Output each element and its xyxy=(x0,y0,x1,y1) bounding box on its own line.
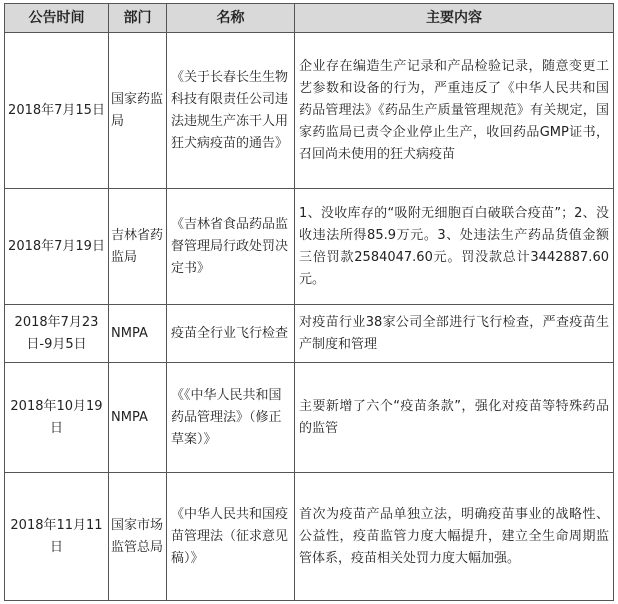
row-content: 1、没收库存的“吸附无细胞百白破联合疫苗”；2、没收违法所得85.9万元。3、处违法生产药品货值金额三倍罚款2584047.60元。罚没款总计3442887.60元。 xyxy=(295,189,614,305)
row-dept: 国家药监局 xyxy=(109,33,167,189)
row-name: 疫苗全行业飞行检查 xyxy=(167,305,295,363)
table-row xyxy=(5,363,614,473)
row-name: 《关于长春长生生物科技有限责任公司违法违规生产冻干人用狂犬病疫苗的通告》 xyxy=(167,33,295,189)
row-name: 《《中华人民共和国药品管理法》（修正草案）》 xyxy=(167,363,295,473)
header-content: 主要内容 xyxy=(295,4,614,33)
table-row xyxy=(5,305,614,363)
header-dept: 部门 xyxy=(109,4,167,33)
row-date: 2018年11月11日 xyxy=(5,473,109,601)
row-content: 首次为疫苗产品单独立法，明确疫苗事业的战略性、公益性，疫苗监管力度大幅提升，建立全生命周期监管体系，疫苗相关处罚力度大幅加强。 xyxy=(295,473,614,601)
row-dept: 国家市场监管总局 xyxy=(109,473,167,601)
table-row xyxy=(5,473,614,601)
row-content: 对疫苗行业38家公司全部进行飞行检查，严查疫苗生产制度和管理 xyxy=(295,305,614,363)
row-content: 企业存在编造生产记录和产品检验记录，随意变更工艺参数和设备的行为，严重违反了《中华人民共和国药品管理法》《药品生产质量管理规范》有关规定，国家药监局已责令企业停止生产，收回药品GMP证书，召回尚未使用的狂犬病疫苗 xyxy=(295,33,614,189)
row-date: 2018年7月23日-9月5日 xyxy=(5,305,109,363)
row-dept: 吉林省药监局 xyxy=(109,189,167,305)
row-name: 《吉林省食品药品监督管理局行政处罚决定书》 xyxy=(167,189,295,305)
table-row xyxy=(5,189,614,305)
row-name: 《中华人民共和国疫苗管理法（征求意见稿）》 xyxy=(167,473,295,601)
vaccine-regulation-table xyxy=(4,3,614,601)
row-dept: NMPA xyxy=(109,305,167,363)
row-date: 2018年10月19日 xyxy=(5,363,109,473)
row-date: 2018年7月19日 xyxy=(5,189,109,305)
row-dept: NMPA xyxy=(109,363,167,473)
row-content: 主要新增了六个“疫苗条款”，强化对疫苗等特殊药品的监管 xyxy=(295,363,614,473)
header-date: 公告时间 xyxy=(5,4,109,33)
header-row xyxy=(5,4,614,33)
header-name: 名称 xyxy=(167,4,295,33)
row-date: 2018年7月15日 xyxy=(5,33,109,189)
table-row xyxy=(5,33,614,189)
